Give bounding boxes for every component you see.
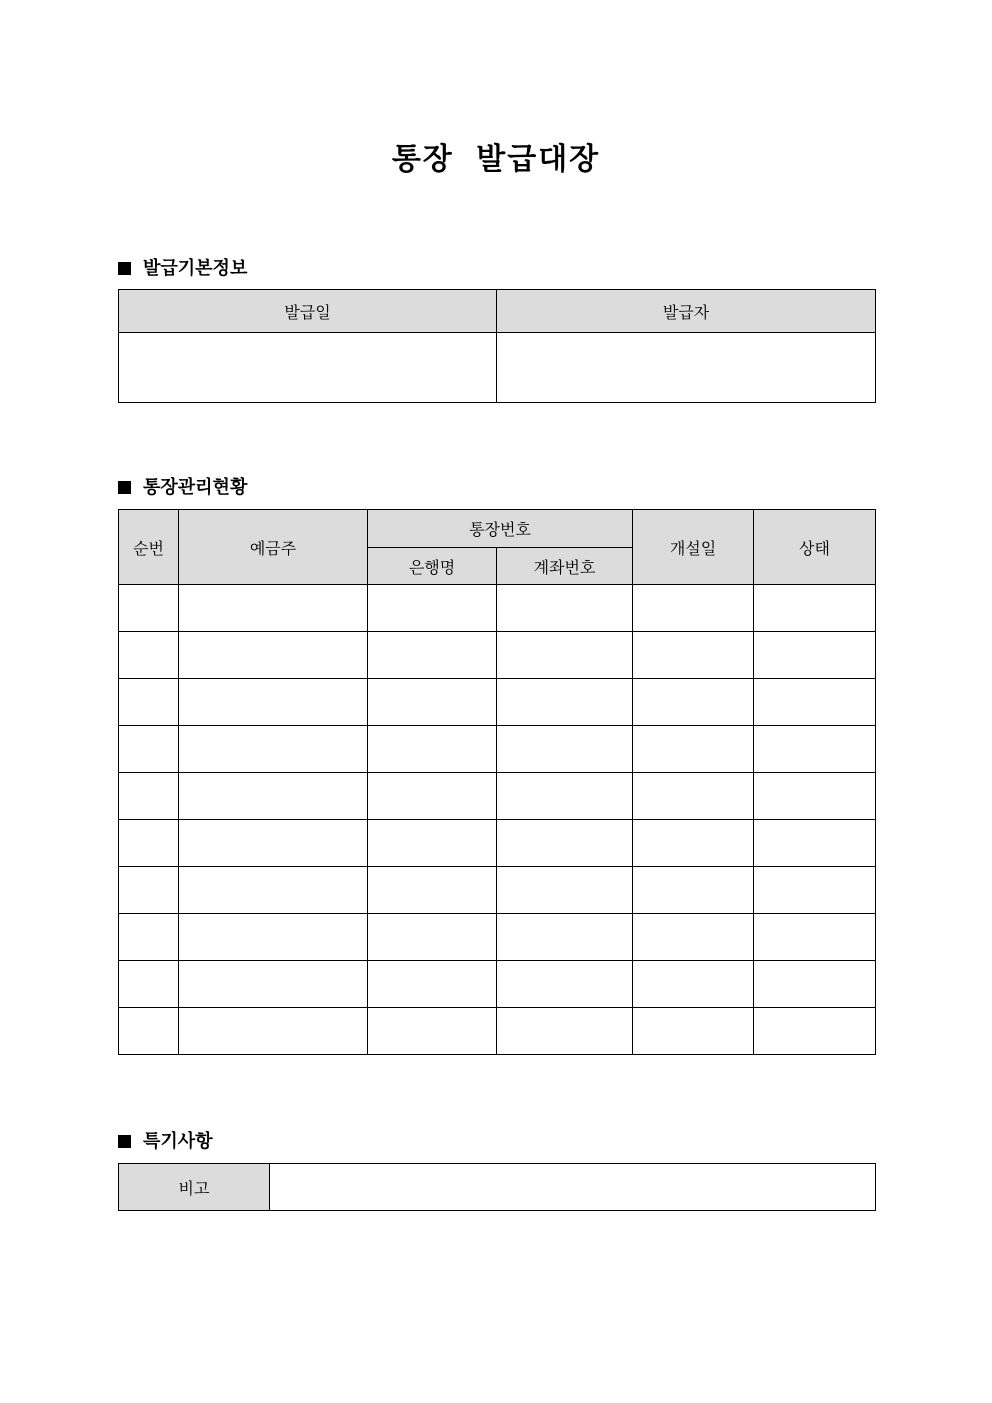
header-issue-date: 발급일	[119, 290, 497, 333]
row-open-date-cell[interactable]	[633, 1008, 754, 1055]
row-open-date-cell[interactable]	[633, 820, 754, 867]
row-status-cell[interactable]	[754, 679, 876, 726]
account-management-table	[118, 509, 876, 1055]
section-heading-text: 특기사항	[143, 1131, 213, 1152]
row-open-date-cell[interactable]	[633, 867, 754, 914]
row-depositor-cell[interactable]	[179, 1008, 368, 1055]
row-no-cell[interactable]	[119, 867, 179, 914]
table-row	[119, 1008, 876, 1055]
row-depositor-cell[interactable]	[179, 961, 368, 1008]
row-depositor-cell[interactable]	[179, 585, 368, 632]
row-open-date-cell[interactable]	[633, 585, 754, 632]
header-bank: 은행명	[368, 548, 497, 585]
row-bank-cell[interactable]	[368, 585, 497, 632]
row-account-no-cell[interactable]	[497, 914, 633, 961]
header-account-group: 통장번호	[368, 510, 633, 548]
square-bullet-icon	[118, 481, 131, 494]
row-bank-cell[interactable]	[368, 914, 497, 961]
row-account-no-cell[interactable]	[497, 820, 633, 867]
row-depositor-cell[interactable]	[179, 773, 368, 820]
row-bank-cell[interactable]	[368, 632, 497, 679]
row-account-no-cell[interactable]	[497, 632, 633, 679]
table-row	[119, 820, 876, 867]
row-status-cell[interactable]	[754, 820, 876, 867]
table-row	[119, 679, 876, 726]
row-status-cell[interactable]	[754, 773, 876, 820]
table-row	[119, 773, 876, 820]
row-depositor-cell[interactable]	[179, 867, 368, 914]
row-status-cell[interactable]	[754, 1008, 876, 1055]
issuer-field[interactable]	[497, 333, 876, 403]
header-status: 상태	[754, 510, 876, 585]
row-bank-cell[interactable]	[368, 961, 497, 1008]
section-heading-text: 발급기본정보	[143, 258, 248, 279]
row-account-no-cell[interactable]	[497, 961, 633, 1008]
row-depositor-cell[interactable]	[179, 914, 368, 961]
remarks-field[interactable]	[270, 1164, 876, 1211]
basic-info-table	[118, 289, 876, 403]
table-row	[119, 961, 876, 1008]
row-no-cell[interactable]	[119, 820, 179, 867]
document-title: 통장 발급대장	[391, 142, 601, 177]
row-bank-cell[interactable]	[368, 726, 497, 773]
row-open-date-cell[interactable]	[633, 914, 754, 961]
section-heading-text: 통장관리현황	[143, 477, 248, 498]
table-row	[119, 726, 876, 773]
row-bank-cell[interactable]	[368, 867, 497, 914]
row-depositor-cell[interactable]	[179, 632, 368, 679]
header-no: 순번	[119, 510, 179, 585]
header-account-no: 계좌번호	[497, 548, 633, 585]
row-no-cell[interactable]	[119, 914, 179, 961]
row-bank-cell[interactable]	[368, 773, 497, 820]
row-status-cell[interactable]	[754, 585, 876, 632]
header-issuer: 발급자	[497, 290, 876, 333]
row-no-cell[interactable]	[119, 726, 179, 773]
header-open-date: 개설일	[633, 510, 754, 585]
row-no-cell[interactable]	[119, 632, 179, 679]
row-bank-cell[interactable]	[368, 679, 497, 726]
row-open-date-cell[interactable]	[633, 632, 754, 679]
row-no-cell[interactable]	[119, 1008, 179, 1055]
row-no-cell[interactable]	[119, 773, 179, 820]
square-bullet-icon	[118, 1135, 131, 1148]
row-status-cell[interactable]	[754, 726, 876, 773]
section-heading-account-status	[118, 473, 247, 499]
square-bullet-icon	[118, 262, 131, 275]
row-no-cell[interactable]	[119, 585, 179, 632]
row-status-cell[interactable]	[754, 961, 876, 1008]
section-heading-basic-info	[118, 254, 247, 280]
table-row	[119, 914, 876, 961]
table-row	[119, 585, 876, 632]
header-depositor: 예금주	[179, 510, 368, 585]
row-bank-cell[interactable]	[368, 820, 497, 867]
row-no-cell[interactable]	[119, 961, 179, 1008]
row-status-cell[interactable]	[754, 867, 876, 914]
row-account-no-cell[interactable]	[497, 585, 633, 632]
row-bank-cell[interactable]	[368, 1008, 497, 1055]
row-open-date-cell[interactable]	[633, 679, 754, 726]
row-depositor-cell[interactable]	[179, 820, 368, 867]
row-account-no-cell[interactable]	[497, 867, 633, 914]
row-status-cell[interactable]	[754, 914, 876, 961]
row-depositor-cell[interactable]	[179, 679, 368, 726]
row-depositor-cell[interactable]	[179, 726, 368, 773]
remarks-label: 비고	[119, 1164, 270, 1211]
row-open-date-cell[interactable]	[633, 961, 754, 1008]
row-no-cell[interactable]	[119, 679, 179, 726]
row-account-no-cell[interactable]	[497, 773, 633, 820]
row-open-date-cell[interactable]	[633, 773, 754, 820]
row-open-date-cell[interactable]	[633, 726, 754, 773]
table-row	[119, 867, 876, 914]
row-account-no-cell[interactable]	[497, 1008, 633, 1055]
section-heading-remarks	[118, 1127, 213, 1153]
row-account-no-cell[interactable]	[497, 726, 633, 773]
row-account-no-cell[interactable]	[497, 679, 633, 726]
issue-date-field[interactable]	[119, 333, 497, 403]
remarks-table	[118, 1163, 876, 1211]
row-status-cell[interactable]	[754, 632, 876, 679]
table-row	[119, 632, 876, 679]
